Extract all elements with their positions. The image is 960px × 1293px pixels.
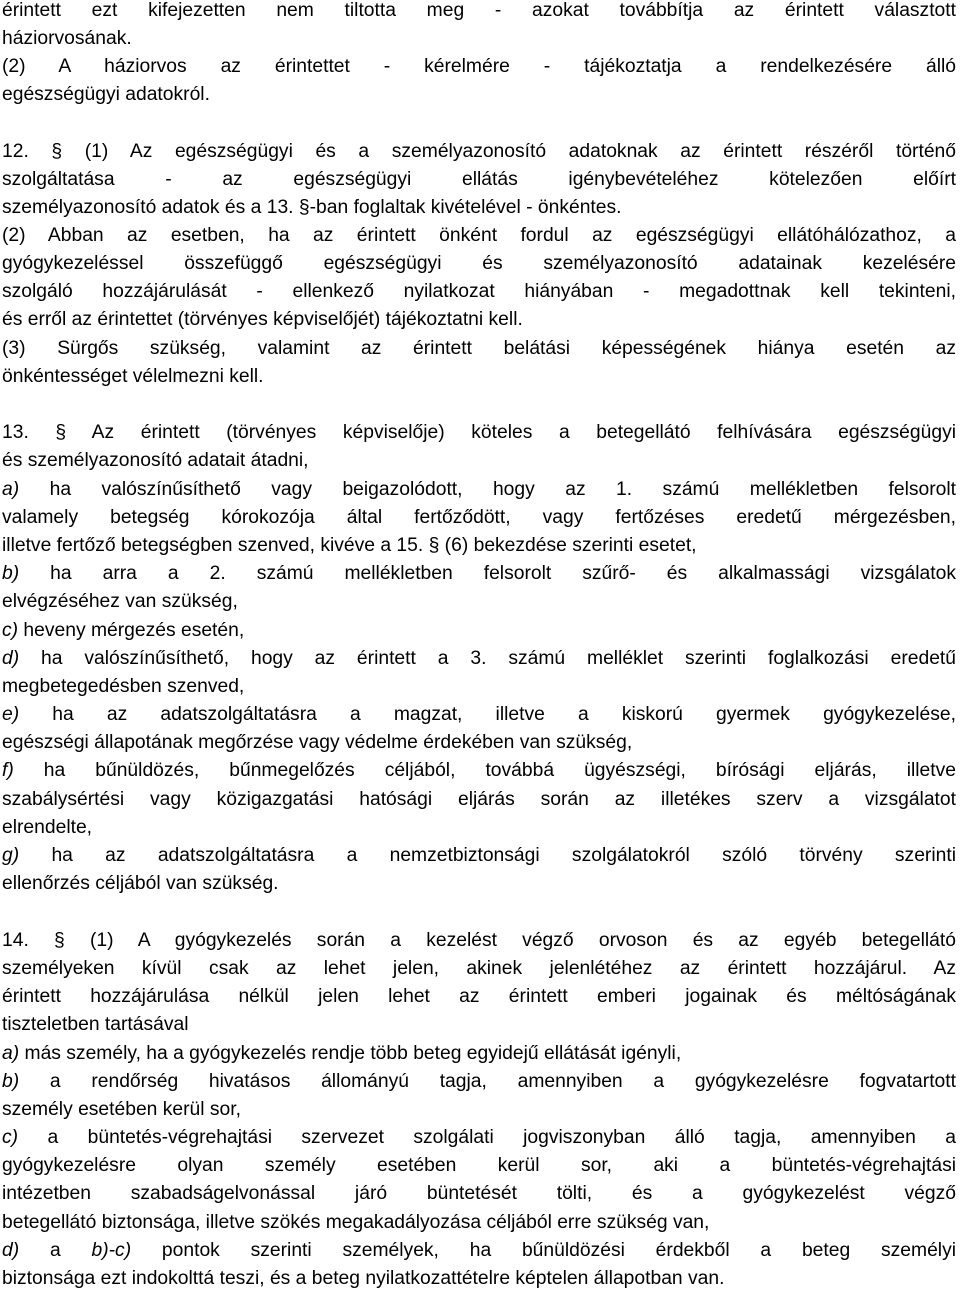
- text-line: [2, 197, 956, 219]
- line-text: háziorvosának.: [2, 28, 132, 49]
- text-line: [2, 169, 956, 191]
- text-line: [2, 620, 956, 642]
- line-text: (2) A háziorvos az érintettet - kérelmére - tájékoztatja a rendelkezésére álló: [2, 56, 956, 77]
- line-text: valamely betegség kórokozója által fertőződött, vagy fertőzéses eredetű mérgezésben,: [2, 507, 956, 528]
- text-line: [2, 1127, 956, 1149]
- list-item-label: c): [2, 1127, 19, 1148]
- line-text: ha valószínűsíthető, hogy az érintett a 3. számú melléklet szerinti foglalkozási eredetű: [19, 648, 956, 669]
- text-line: [2, 845, 956, 867]
- line-text: és személyazonosító adatait átadni,: [2, 450, 309, 471]
- text-line: [2, 930, 956, 952]
- line-text: megbetegedésben szenved,: [2, 676, 245, 697]
- text-line: [2, 1183, 956, 1205]
- text-line: [2, 648, 956, 670]
- line-text: elrendelte,: [2, 817, 93, 838]
- list-item-label: a): [2, 479, 20, 500]
- line-text: heveny mérgezés esetén,: [18, 620, 245, 641]
- text-line: [2, 1212, 956, 1234]
- text-line: [2, 591, 956, 613]
- line-text: ha arra a 2. számú mellékletben felsorolt szűrő- és alkalmassági vizsgálatok: [19, 563, 956, 584]
- line-text: ha az adatszolgáltatásra a magzat, illetve a kiskorú gyermek gyógykezelése,: [19, 704, 956, 725]
- text-line: [2, 422, 956, 444]
- line-text: egészségi állapotának megőrzése vagy védelme érdekében van szükség,: [2, 732, 633, 753]
- line-text: (3) Sürgős szükség, valamint az érintett belátási képességének hiánya esetén az: [2, 338, 956, 359]
- line-text: betegellátó biztonsága, illetve szökés megakadályozása céljából erre szükség van,: [2, 1212, 710, 1233]
- line-text: érintett hozzájárulása nélkül jelen lehet az érintett emberi jogainak és méltóságának: [2, 986, 956, 1007]
- line-text: érintett ezt kifejezetten nem tiltotta meg - azokat továbbítja az érintett választott: [2, 0, 956, 21]
- text-line: [2, 450, 956, 472]
- line-text: személyeken kívül csak az lehet jelen, akinek jelenlétéhez az érintett hozzájárul. Az: [2, 958, 956, 979]
- line-text: 13. § Az érintett (törvényes képviselője) köteles a betegellátó felhívására egészségügyi: [2, 422, 956, 443]
- text-line: [2, 366, 956, 388]
- text-line: [2, 789, 956, 811]
- list-item-label: d): [2, 648, 20, 669]
- list-item-label: d): [2, 1240, 20, 1261]
- line-text: (2) Abban az esetben, ha az érintett önként fordul az egészségügyi ellátóhálózathoz, a: [2, 225, 956, 246]
- list-item-label: b): [2, 1071, 20, 1092]
- text-line: [2, 0, 956, 22]
- text-line: [2, 563, 956, 585]
- text-line: [2, 817, 956, 839]
- line-text: ha az adatszolgáltatásra a nemzetbiztonsági szolgálatokról szóló törvény szerinti: [19, 845, 956, 866]
- text-line: [2, 281, 956, 303]
- line-text: biztonsága ezt indokolttá teszi, és a beteg nyilatkozattételre képtelen állapotban van.: [2, 1268, 725, 1289]
- list-item-label: a): [2, 1043, 20, 1064]
- line-text: személy esetében kerül sor,: [2, 1099, 241, 1120]
- line-text: a rendőrség hivatásos állományú tagja, amennyiben a gyógykezelésre fogvatartott: [19, 1071, 956, 1092]
- text-line: [2, 1071, 956, 1093]
- text-line: [2, 28, 956, 50]
- line-text: személyazonosító adatok és a 13. §-ban foglaltak kivételével - önkéntes.: [2, 197, 622, 218]
- text-line: [2, 1043, 956, 1065]
- line-text: elvégzéséhez van szükség,: [2, 591, 238, 612]
- text-line: [2, 253, 956, 275]
- text-line: [2, 873, 956, 895]
- text-line: [2, 309, 956, 331]
- line-text: szolgáló hozzájárulását - ellenkező nyilatkozat hiányában - megadottnak kell tekinteni,: [2, 281, 956, 302]
- text-line: [2, 56, 956, 78]
- text-line: [2, 84, 956, 106]
- line-text: ha valószínűsíthető vagy beigazolódott, hogy az 1. számú mellékletben felsorolt: [19, 479, 956, 500]
- text-line: [2, 704, 956, 726]
- list-item-label: f): [2, 760, 14, 781]
- line-text: gyógykezeléssel összefüggő egészségügyi és személyazonosító adatainak kezelésére: [2, 253, 956, 274]
- text-line: [2, 986, 956, 1008]
- list-item-label: g): [2, 845, 20, 866]
- line-text: szolgáltatása - az egészségügyi ellátás igénybevételéhez kötelezően előírt: [2, 169, 956, 190]
- line-text: 14. § (1) A gyógykezelés során a kezelést végző orvoson és az egyéb betegellátó: [2, 930, 956, 951]
- text-line: [2, 1014, 956, 1036]
- text-line: [2, 676, 956, 698]
- list-item-label: b): [2, 563, 20, 584]
- list-item-label: b)-c): [91, 1240, 132, 1261]
- list-item-label: c): [2, 620, 19, 641]
- text-line: [2, 958, 956, 980]
- text-line: [2, 1268, 956, 1290]
- text-line: [2, 507, 956, 529]
- line-text: egészségügyi adatokról.: [2, 84, 210, 105]
- text-line: [2, 1155, 956, 1177]
- line-text: pontok szerinti személyek, ha bűnüldözési érdekből a beteg személyi: [131, 1240, 956, 1261]
- line-text: a: [19, 1240, 92, 1261]
- text-line: [2, 535, 956, 557]
- text-line: [2, 760, 956, 782]
- line-text: gyógykezelésre olyan személy esetében kerül sor, aki a büntetés-végrehajtási: [2, 1155, 956, 1176]
- text-line: [2, 1099, 956, 1121]
- line-text: ha bűnüldözés, bűnmegelőzés céljából, továbbá ügyészségi, bírósági eljárás, illetve: [13, 760, 956, 781]
- line-text: önkéntességet vélelmezni kell.: [2, 366, 264, 387]
- line-text: 12. § (1) Az egészségügyi és a személyazonosító adatoknak az érintett részéről történő: [2, 141, 956, 162]
- line-text: a büntetés-végrehajtási szervezet szolgálati jogviszonyban álló tagja, amennyiben a: [18, 1127, 956, 1148]
- text-line: [2, 479, 956, 501]
- list-item-label: e): [2, 704, 20, 725]
- line-text: szabálysértési vagy közigazgatási hatósági eljárás során az illetékes szerv a vizsgálatot: [2, 789, 956, 810]
- text-line: [2, 732, 956, 754]
- text-line: [2, 338, 956, 360]
- text-line: [2, 225, 956, 247]
- line-text: és erről az érintettet (törvényes képviselőjét) tájékoztatni kell.: [2, 309, 523, 330]
- text-line: [2, 1240, 956, 1262]
- line-text: más személy, ha a gyógykezelés rendje több beteg egyidejű ellátását igényli,: [19, 1043, 682, 1064]
- text-line: [2, 141, 956, 163]
- line-text: intézetben szabadságelvonással járó büntetését tölti, és a gyógykezelést végző: [2, 1183, 956, 1204]
- line-text: ellenőrzés céljából van szükség.: [2, 873, 279, 894]
- line-text: illetve fertőző betegségben szenved, kivéve a 15. § (6) bekezdése szerinti esetet,: [2, 535, 697, 556]
- line-text: tiszteletben tartásával: [2, 1014, 189, 1035]
